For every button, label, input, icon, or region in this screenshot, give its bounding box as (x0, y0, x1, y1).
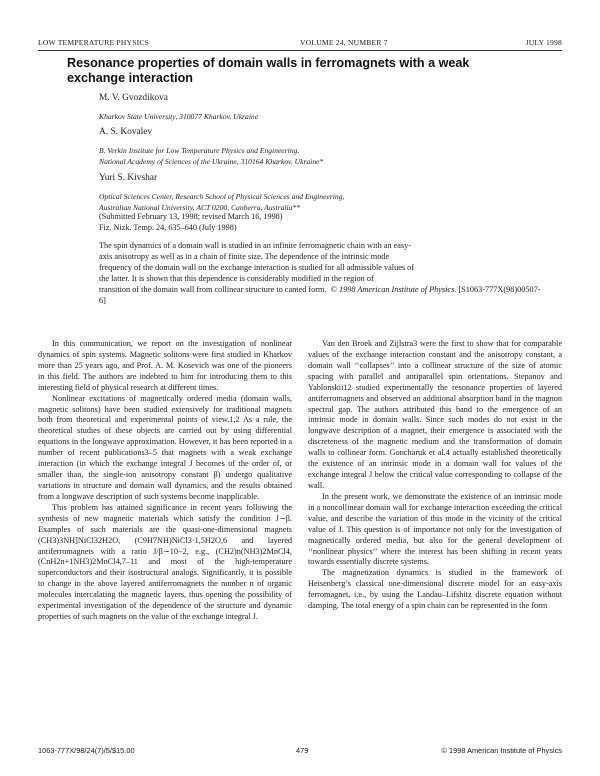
paragraph: The magnetization dynamics is studied in the framework of Heisenberg’s classical one-dimensional discrete model for an easy-axis ferromagnet, i.e., by using the Landau–Lifshitz discrete equation without damping. The total energy of a spin chain can be represented in the form (308, 568, 562, 611)
abstract (99, 241, 547, 306)
article-code: 1063-777X/98/24(7)/5/$15.00 (38, 746, 135, 755)
author-affiliation (99, 112, 539, 123)
page-footer (38, 746, 562, 758)
author-name: A. S. Kovalev (99, 127, 153, 137)
abstract-line: frequency of the domain wall on the exchange interaction is studied for all admissible values of (99, 262, 415, 272)
author-name: M. V. Gvozdikova (99, 93, 168, 103)
paper-title: Resonance properties of domain walls in ferromagnets with a weak exchange interaction (67, 56, 470, 85)
running-header (38, 38, 562, 50)
submission-info (99, 212, 539, 234)
journal-name: LOW TEMPERATURE PHYSICS (38, 38, 150, 47)
abstract-line (99, 285, 547, 307)
abstract-copyright: © 1998 American Institute of Physics. (330, 284, 457, 294)
paragraph: Van den Broek and Zijlstra3 were the first to show that for comparable values of the exchange interaction constant and the anisotropy constant, a domain wall ‘‘collapses’’ into a collinear structure of the size of atomic spacing with parallel and antiparallel spin orientations. Stepanov and Yablonskii12 studied experimentally the resonance properties of layered antiferromagnets and observed an additional absorption band in the magnon spectral gap. The authors attributed this band to the emergence of an intrinsic mode in domain walls. Since such modes do not exist in the longwave description of a magnet, their emergence is associated with the discreteness of the magnetic medium and the transformation of domain walls to collinear form. Goncharuk et al.4 actually established theoretically the existence of an intrinsic mode in a domain wall for values of the exchange integral J below the critical value corresponding to collapse of the wall. (308, 339, 562, 490)
paragraph: In this communication, we report on the investigation of nonlinear dynamics of spin systems. Magnetic solitons were first studied in Kharkov more than 25 years ago, and Prof. A. M. Kosevich was one of the pioneers in this field. The authors are indebted to him for introducing them to this interesting field of physical research at different times. (38, 339, 292, 392)
author-affiliation (99, 192, 539, 213)
author-affiliation (99, 146, 539, 167)
abstract-line: axis anisotropy as well as in a chain of finite size. The dependence of the intrinsic mode (99, 251, 390, 261)
volume-number: VOLUME 24, NUMBER 7 (300, 38, 388, 47)
left-column (38, 339, 292, 623)
submitted-dates: (Submitted February 13, 1998; revised March 16, 1998) (99, 212, 283, 221)
footer-copyright: © 1998 American Institute of Physics (441, 746, 562, 755)
affiliation-line: B. Verkin Institute for Low Temperature Physics and Engineering, (99, 146, 300, 155)
paragraph: In the present work, we demonstrate the existence of an intrinsic mode in a noncollinear domain wall for exchange interaction exceeding the critical value, and describe the variation of this mode in the vicinity of the critical value of J. This question is of importance not only for the investigation of magnetically ordered media, but also for the general development of ‘‘nonlinear physics’’ where the interest has been shifting in recent years towards essentially discrete systems. (308, 491, 562, 567)
paragraph: Nonlinear excitations of magnetically ordered media (domain walls, magnetic solitons) have been studied extensively for traditional magnets both from theoretical and experimental points of view.1,2 As a rule, the theoretical studies of these objects are carried out by using differential equations in the longwave approximation. However, it has been reported in a number of recent publications3–5 that magnets with a weak exchange interaction (in which the exchange integral J becomes of the order of, or smaller than, the single-ion anisotropy constant β) undergo qualitative variations in structure and domain wall dynamics, and the results obtained from a longwave description of such systems become inapplicable. (38, 393, 292, 501)
abstract-code: [S1063-777X(98)00507-6] (99, 284, 541, 305)
abstract-line: The spin dynamics of a domain wall is studied in an infinite ferromagnetic chain with an easy- (99, 241, 412, 250)
affiliation-line: Australian National University, ACT 0200, Canberra, Australia** (99, 202, 301, 212)
affiliation-line: National Academy of Sciences of the Ukraine, 310164 Kharkov, Ukraine* (99, 156, 324, 166)
header-rule (38, 50, 562, 51)
issue-date: JULY 1998 (525, 38, 562, 47)
affiliation-line: Kharkov State University, 310077 Kharkov, Ukraine (99, 112, 259, 121)
right-column (308, 339, 562, 612)
abstract-line: the latter. It is shown that this dependence is considerably modified in the region of (99, 273, 374, 283)
abstract-line-text: transition of the domain wall from collinear structure to canted form. (99, 284, 327, 294)
journal-citation: Fiz. Nizk. Temp. 24, 635–640 (July 1998) (99, 222, 237, 232)
paragraph: This problem has attained significance in recent years following the synthesis of new magnetic materials which satisfy the condition J∼β. Examples of such materials are the quasi-one-dimensional magnets (CH3)3NH]NiCl32H2O, (C9H7NH)NiCl3·1,5H2O,6 and layered antiferromagnets with a ratio J/β∼10−2, e.g., (CH2)n(NH3)2MnCl4, (CnH2n+1NH3)2MnCl4,7–11 and most of the high-temperature superconductors and their isostructural analogs. Significantly, it is possible to change in the above layered antiferromagnets the number n of organic molecules intercalating the magnetic layers, thus opening the possibility of experimental investigation of the dependence of the structure and dynamic properties of such magnets on the value of the exchange integral J. (38, 502, 292, 622)
author-name: Yuri S. Kivshar (99, 173, 158, 183)
page-number: 479 (296, 746, 309, 755)
affiliation-line: Optical Sciences Center, Research School of Physical Sciences and Engineering, (99, 192, 345, 201)
